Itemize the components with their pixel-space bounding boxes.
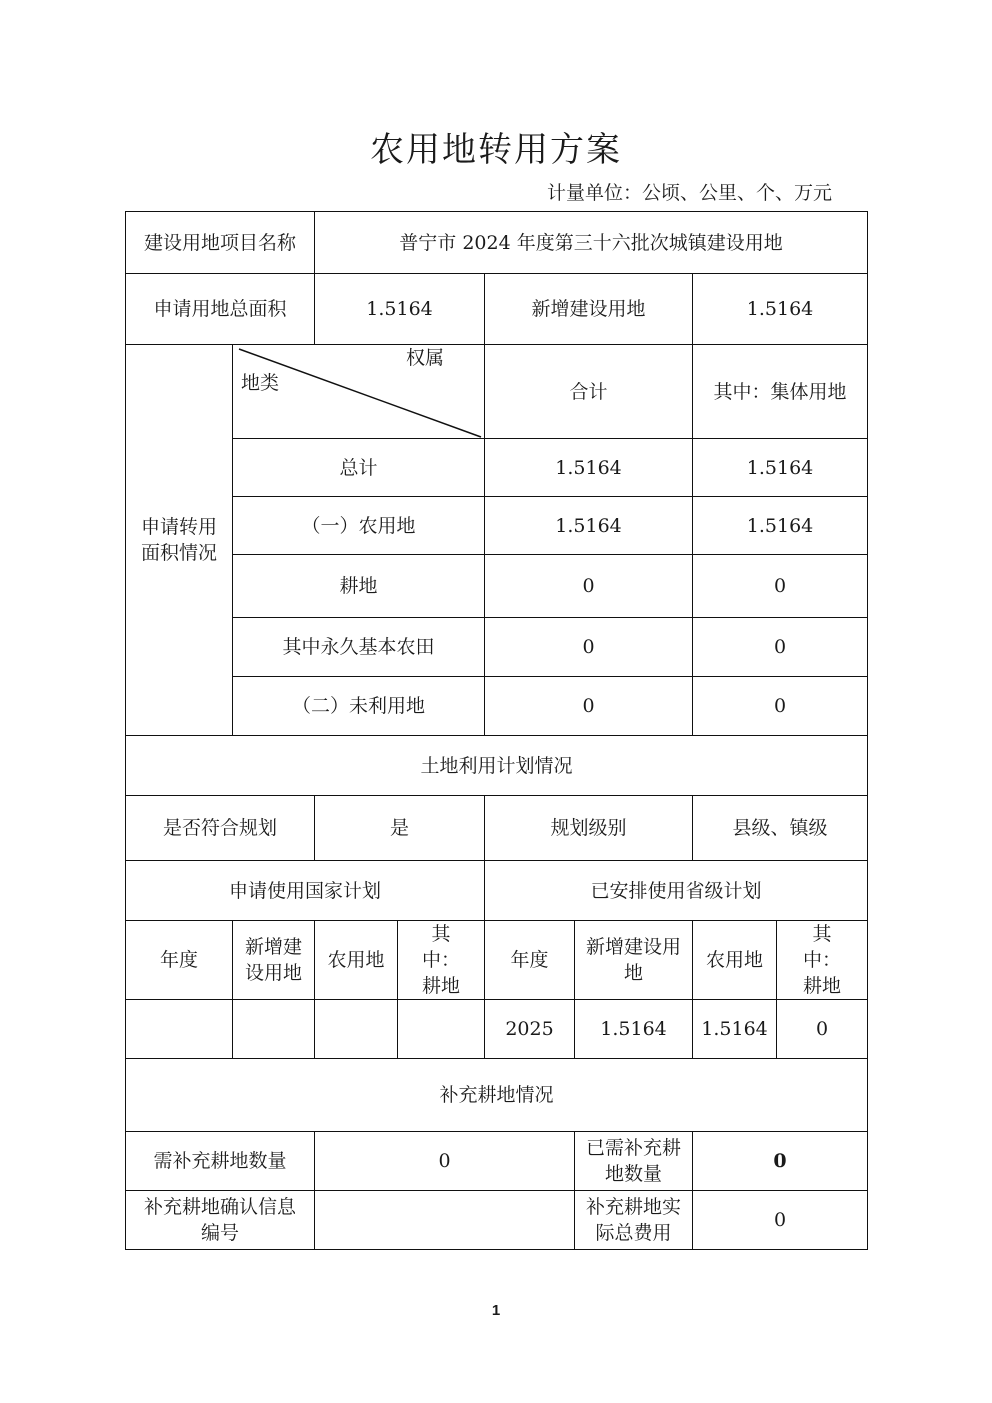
table-row [126,861,868,921]
table-row [126,677,868,736]
plan-level-value: 县级、镇级 [693,796,868,861]
new-construction-label: 新增建设用地 [485,274,693,345]
col-total-header: 合计 [485,345,693,439]
table-row [126,345,868,439]
new-construction-value: 1.5164 [693,274,868,345]
table-row [126,555,868,618]
national-header: 农用地 [315,921,398,1000]
row-total: 1.5164 [485,439,693,497]
provincial-plan-label: 已安排使用省级计划 [485,861,868,921]
row-collective: 1.5164 [693,497,868,555]
project-name-value: 普宁市 2024 年度第三十六批次城镇建设用地 [315,212,868,274]
table-row [126,736,868,796]
row-label: 其中永久基本农田 [233,618,485,677]
national-header: 年度 [126,921,233,1000]
conform-value: 是 [315,796,485,861]
confirm-label: 补充耕地确认信息编号 [126,1191,315,1250]
col-collective-header: 其中：集体用地 [693,345,868,439]
row-collective: 0 [693,677,868,736]
confirm-value [315,1191,575,1250]
cost-label: 补充耕地实际总费用 [575,1191,693,1250]
document-title: 农用地转用方案 [370,130,622,170]
row-total: 1.5164 [485,497,693,555]
landtype-header: 地类 [241,372,280,394]
conversion-group-label: 申请转用面积情况 [126,345,233,736]
provincial-header: 农用地 [693,921,777,1000]
row-collective: 0 [693,618,868,677]
national-value [233,1000,315,1059]
supplement-section-title: 补充耕地情况 [126,1059,868,1132]
provincial-value: 0 [777,1000,868,1059]
provincial-header: 年度 [485,921,575,1000]
provincial-value: 1.5164 [693,1000,777,1059]
ownership-header: 权属 [406,347,445,369]
row-collective: 1.5164 [693,439,868,497]
table-row [126,1191,868,1250]
national-value [398,1000,485,1059]
page-number: 1 [491,1302,501,1319]
row-label: 总计 [233,439,485,497]
conform-label: 是否符合规划 [126,796,315,861]
national-value [126,1000,233,1059]
table-row [126,618,868,677]
table-row [126,1000,868,1059]
project-name-label: 建设用地项目名称 [126,212,315,274]
table-row [126,1059,868,1132]
diagonal-header-cell [233,345,485,439]
national-plan-label: 申请使用国家计划 [126,861,485,921]
done-qty-value: 0 [693,1132,868,1191]
national-header: 新增建设用地 [233,921,315,1000]
cost-value: 0 [693,1191,868,1250]
provincial-header: 新增建设用地 [575,921,693,1000]
row-collective: 0 [693,555,868,618]
table-row [126,796,868,861]
row-label: （一）农用地 [233,497,485,555]
total-area-label: 申请用地总面积 [126,274,315,345]
table-row [126,921,868,1000]
unit-note: 计量单位：公顷、公里、个、万元 [546,182,832,204]
provincial-value: 2025 [485,1000,575,1059]
row-label: （二）未利用地 [233,677,485,736]
land-conversion-table [125,211,868,1250]
plan-level-label: 规划级别 [485,796,693,861]
provincial-header: 其中：耕地 [777,921,868,1000]
table-row [126,212,868,274]
row-total: 0 [485,618,693,677]
done-qty-label: 已需补充耕地数量 [575,1132,693,1191]
row-label: 耕地 [233,555,485,618]
need-qty-label: 需补充耕地数量 [126,1132,315,1191]
table-row [126,497,868,555]
land-plan-section-title: 土地利用计划情况 [126,736,868,796]
need-qty-value: 0 [315,1132,575,1191]
table-row [126,1132,868,1191]
national-value [315,1000,398,1059]
table-row [126,439,868,497]
table-row [126,274,868,345]
provincial-value: 1.5164 [575,1000,693,1059]
row-total: 0 [485,677,693,736]
row-total: 0 [485,555,693,618]
national-header: 其中：耕地 [398,921,485,1000]
total-area-value: 1.5164 [315,274,485,345]
